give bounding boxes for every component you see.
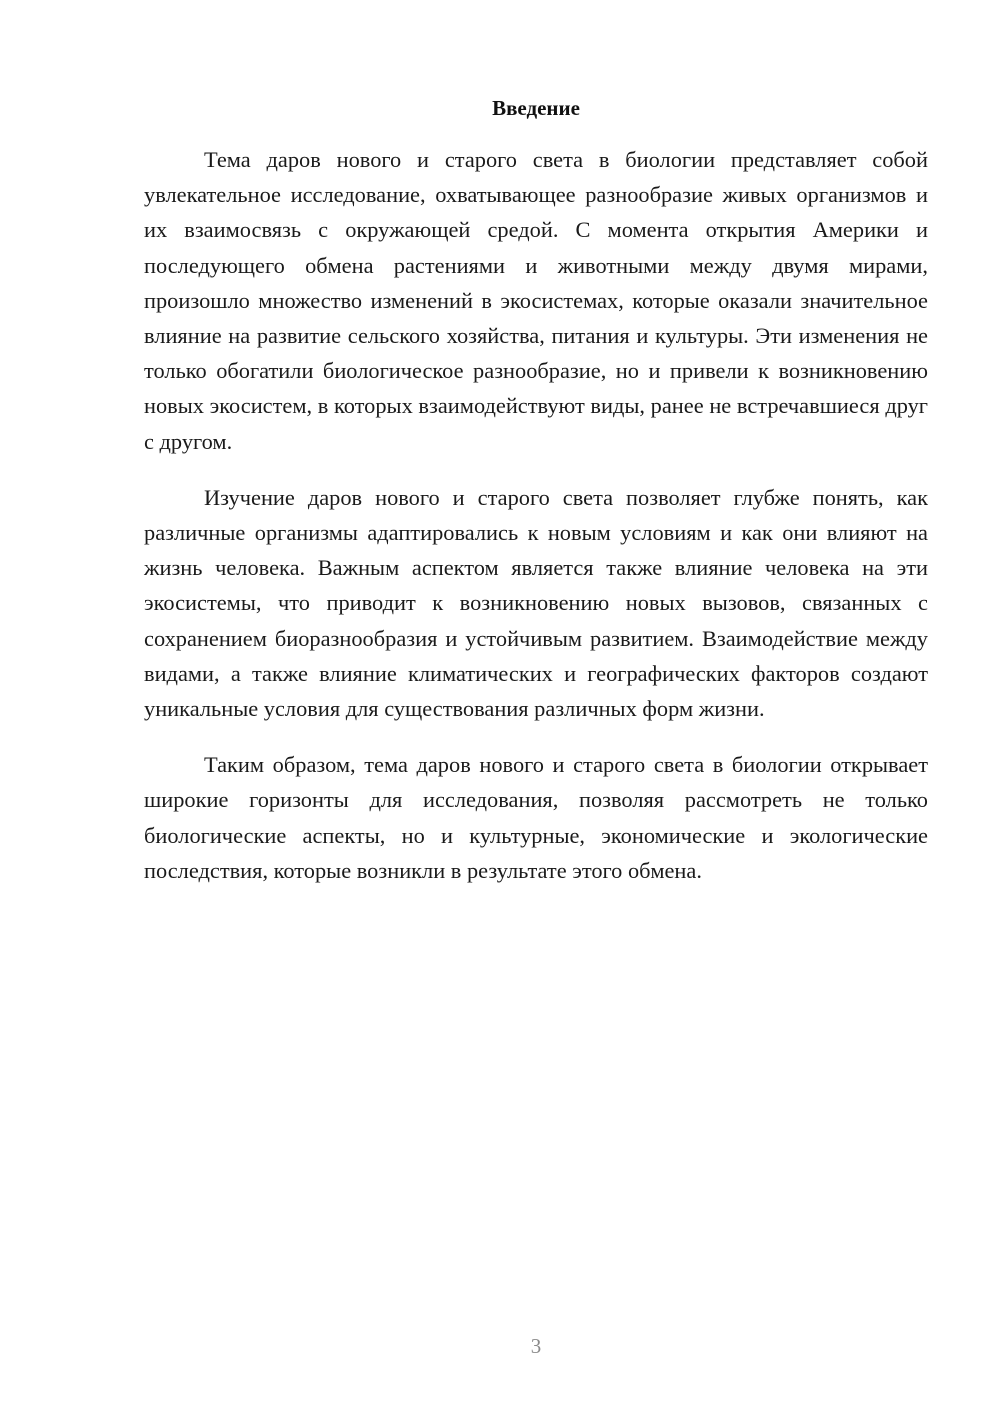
- section-heading: Введение: [492, 96, 580, 120]
- paragraph-2: Изучение даров нового и старого света позволяет глубже понять, как различные организмы адаптировались к новым условиям и как они влияют на жизнь человека. Важным аспектом является также влияние человека на эти экосистемы, что приводит к возникновению новых вызовов, связанных с сохранением биоразнообразия и устойчивым развитием. Взаимодействие между видами, а также влияние климатических и географических факторов создают уникальные условия для существования различных форм жизни.: [144, 484, 928, 722]
- paragraph-1: Тема даров нового и старого света в биологии представляет собой увлекательное исследование, охватывающее разнообразие живых организмов и их взаимосвязь с окружающей средой. С момента открытия Америки и последующего обмена растениями и животными между двумя мирами, произошло множество изменений в экосистемах, которые оказали значительное влияние на развитие сельского хозяйства, питания и культуры. Эти изменения не только обогатили биологическое разнообразие, но и привели к возникновению новых экосистем, в которых взаимодействуют виды, ранее не встречавшиеся друг с другом.: [144, 147, 928, 454]
- page-number: 3: [530, 1334, 542, 1358]
- body-text: [144, 142, 928, 909]
- paragraph-3: Таким образом, тема даров нового и старого света в биологии открывает широкие горизонты для исследования, позволяя рассмотреть не только биологические аспекты, но и культурные, экономические и экологические последствия, которые возникли в результате этого обмена.: [144, 752, 928, 883]
